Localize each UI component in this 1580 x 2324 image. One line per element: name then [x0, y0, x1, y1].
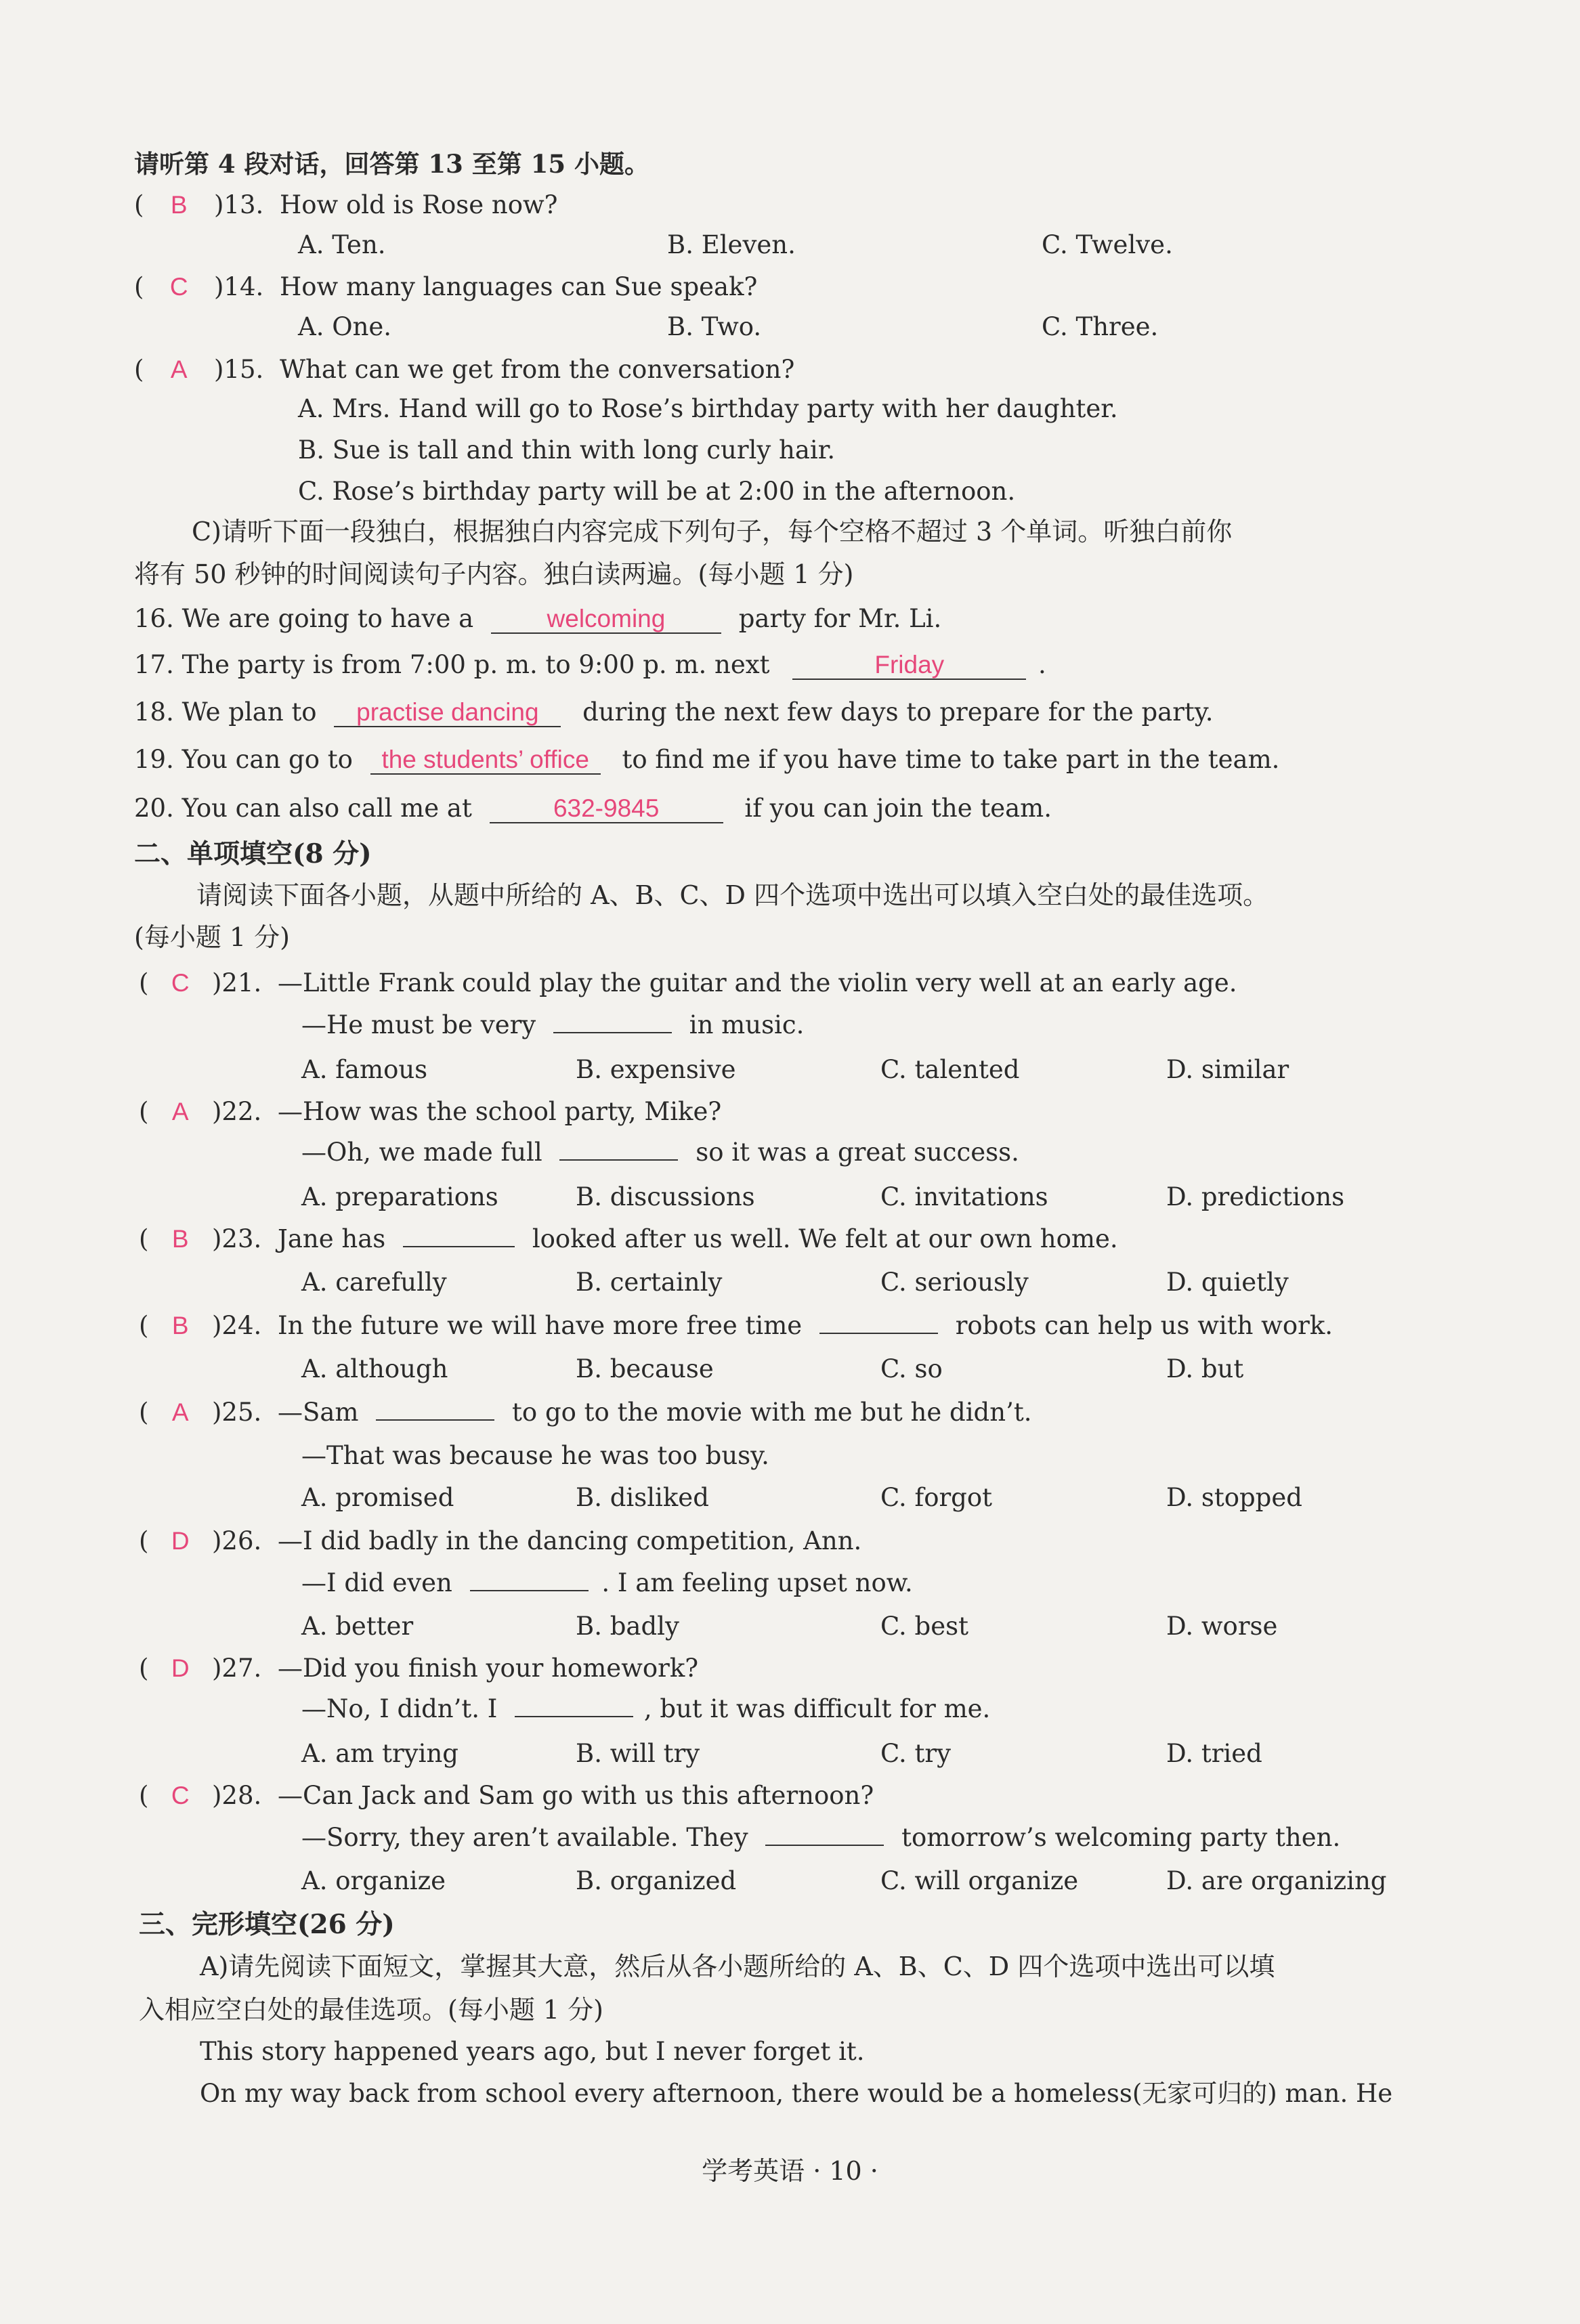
answer-18: practise dancing: [334, 699, 561, 727]
q25-option-c: C. forgot: [880, 1483, 993, 1512]
q13-option-a: A. Ten.: [298, 230, 386, 259]
q21-option-c: C. talented: [880, 1055, 1020, 1084]
q24-option-c: C. so: [880, 1354, 943, 1383]
q26-option-d: D. worse: [1166, 1612, 1278, 1641]
answer-23: B: [171, 1225, 189, 1253]
question-21: ( C )21. —Little Frank could play the guitar and the violin very well at an early age.: [139, 967, 1237, 999]
q13-option-b: B. Eleven.: [667, 230, 796, 259]
q21-option-b: B. expensive: [576, 1055, 736, 1084]
page-footer: 学考英语 · 10 ·: [702, 2156, 878, 2186]
q27-option-a: A. am trying: [301, 1739, 458, 1768]
question-24: ( B )24. In the future we will have more free time robots can help us with work.: [139, 1310, 1333, 1342]
question-26: ( D )26. —I did badly in the dancing competition, Ann.: [139, 1525, 861, 1557]
answer-16: welcoming: [491, 605, 721, 634]
answer-17: Friday: [792, 651, 1026, 680]
answer-21: C: [171, 969, 190, 997]
q22-option-d: D. predictions: [1166, 1182, 1345, 1211]
question-18: 18. We plan to practise dancing during the next few days to prepare for the party.: [134, 697, 1214, 727]
answer-24: B: [171, 1312, 189, 1339]
q28-option-c: C. will organize: [880, 1866, 1079, 1895]
q15-option-c: C. Rose’s birthday party will be at 2:00 in the afternoon.: [298, 477, 1016, 506]
q24-option-b: B. because: [576, 1354, 714, 1383]
question-20: 20. You can also call me at 632-9845 if you can join the team.: [134, 794, 1052, 823]
q13-option-c: C. Twelve.: [1042, 230, 1173, 259]
q21-response: —He must be very in music.: [301, 1010, 805, 1039]
q27-option-b: B. will try: [576, 1739, 700, 1768]
q25-option-a: A. promised: [301, 1483, 454, 1512]
q14-option-b: B. Two.: [667, 312, 762, 341]
answer-20: 632-9845: [490, 795, 723, 823]
q23-option-c: C. seriously: [880, 1268, 1029, 1297]
q25-option-b: B. disliked: [576, 1483, 709, 1512]
q27-response: —No, I didn’t. I , but it was difficult for me.: [301, 1694, 991, 1723]
q27-option-d: D. tried: [1166, 1739, 1262, 1768]
question-13-text: How old is Rose now?: [280, 190, 558, 219]
section3-heading: 三、完形填空(26 分): [139, 1909, 395, 1940]
part-c-instruction-line2: 将有 50 秒钟的时间阅读句子内容。独白读两遍。(每小题 1 分): [134, 559, 854, 589]
q27-option-c: C. try: [880, 1739, 951, 1768]
q23-option-d: D. quietly: [1166, 1268, 1289, 1297]
question-15-text: What can we get from the conversation?: [280, 355, 795, 384]
q26-response: —I did even . I am feeling upset now.: [301, 1568, 913, 1597]
question-15: ( A )15. What can we get from the conversation?: [134, 353, 794, 386]
answer-25: A: [171, 1398, 189, 1426]
q15-option-a: A. Mrs. Hand will go to Rose’s birthday party with her daughter.: [298, 394, 1118, 423]
section2-intro-line2: (每小题 1 分): [134, 922, 290, 952]
question-25: ( A )25. —Sam to go to the movie with me but he didn’t.: [139, 1396, 1031, 1429]
q22-response: —Oh, we made full so it was a great success.: [301, 1138, 1019, 1167]
q28-option-b: B. organized: [576, 1866, 737, 1895]
answer-15: A: [170, 356, 188, 383]
q24-option-d: D. but: [1166, 1354, 1244, 1383]
section3-intro-line2: 入相应空白处的最佳选项。(每小题 1 分): [139, 1995, 603, 2025]
passage-line2: On my way back from school every afternoon, there would be a homeless(无家可归的) man. He: [200, 2079, 1393, 2108]
question-17: 17. The party is from 7:00 p. m. to 9:00 p. m. next Friday .: [134, 650, 1046, 679]
question-27: ( D )27. —Did you finish your homework?: [139, 1652, 698, 1685]
question-14: ( C )14. How many languages can Sue speak?: [134, 271, 757, 303]
q21-option-d: D. similar: [1166, 1055, 1289, 1084]
part4-heading: 请听第 4 段对话，回答第 13 至第 15 小题。: [134, 149, 650, 179]
q21-option-a: A. famous: [301, 1055, 428, 1084]
q23-option-b: B. certainly: [576, 1268, 723, 1297]
q14-option-c: C. Three.: [1042, 312, 1159, 341]
q25-option-d: D. stopped: [1166, 1483, 1302, 1512]
section2-intro-line1: 请阅读下面各小题，从题中所给的 A、B、C、D 四个选项中选出可以填入空白处的最佳选项。: [196, 880, 1269, 910]
q26-option-c: C. best: [880, 1612, 968, 1641]
question-13: ( B )13. How old is Rose now?: [134, 189, 558, 221]
q26-option-b: B. badly: [576, 1612, 679, 1641]
q25-response: —That was because he was too busy.: [301, 1441, 769, 1470]
q28-option-a: A. organize: [301, 1866, 446, 1895]
answer-26: D: [171, 1527, 190, 1555]
q24-option-a: A. although: [301, 1354, 448, 1383]
question-23: ( B )23. Jane has looked after us well. We felt at our own home.: [139, 1223, 1118, 1255]
q23-option-a: A. carefully: [301, 1268, 447, 1297]
answer-27: D: [171, 1654, 190, 1682]
answer-13: B: [170, 191, 188, 219]
question-28: ( C )28. —Can Jack and Sam go with us this afternoon?: [139, 1780, 874, 1812]
q26-option-a: A. better: [301, 1612, 414, 1641]
question-19: 19. You can go to the students’ office to find me if you have time to take part in the team.: [134, 745, 1280, 774]
q22-option-c: C. invitations: [880, 1182, 1048, 1211]
answer-14: C: [169, 273, 188, 301]
q28-option-d: D. are organizing: [1166, 1866, 1387, 1895]
answer-19: the students’ office: [370, 746, 601, 775]
section2-heading: 二、单项填空(8 分): [134, 838, 372, 869]
question-22: ( A )22. —How was the school party, Mike?: [139, 1096, 721, 1128]
q22-option-a: A. preparations: [301, 1182, 498, 1211]
question-14-text: How many languages can Sue speak?: [280, 272, 758, 301]
q28-response: —Sorry, they aren’t available. They tomorrow’s welcoming party then.: [301, 1823, 1341, 1852]
question-16: 16. We are going to have a welcoming party for Mr. Li.: [134, 604, 942, 633]
q22-option-b: B. discussions: [576, 1182, 755, 1211]
q15-option-b: B. Sue is tall and thin with long curly hair.: [298, 435, 836, 465]
answer-28: C: [171, 1782, 190, 1809]
q14-option-a: A. One.: [298, 312, 392, 341]
passage-line1: This story happened years ago, but I never forget it.: [200, 2037, 865, 2066]
section3-intro-line1: A)请先阅读下面短文，掌握其大意，然后从各小题所给的 A、B、C、D 四个选项中选出可以填: [200, 1952, 1275, 1981]
answer-22: A: [171, 1098, 189, 1125]
part-c-instruction-line1: C)请听下面一段独白，根据独白内容完成下列句子，每个空格不超过 3 个单词。听独白前你: [192, 517, 1233, 546]
